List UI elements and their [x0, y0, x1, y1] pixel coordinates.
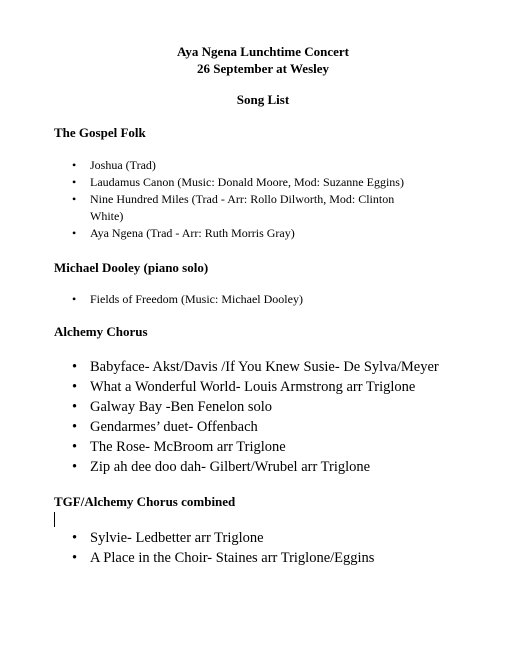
song-text: Joshua (Trad)	[90, 158, 156, 172]
song-list-tgf-alchemy-combined	[72, 528, 374, 568]
list-item	[72, 357, 439, 377]
list-item	[72, 191, 430, 225]
song-text: Gendarmes’ duet- Offenbach	[90, 419, 258, 435]
bullet-icon: •	[72, 292, 77, 306]
list-item	[72, 157, 430, 174]
song-text: Fields of Freedom (Music: Michael Dooley)	[90, 292, 303, 306]
song-text: Laudamus Canon (Music: Donald Moore, Mod: Suzanne Eggins)	[90, 175, 404, 189]
song-text: Babyface- Akst/Davis /If You Knew Susie- De Sylva/Meyer	[90, 359, 439, 375]
list-item	[72, 291, 303, 308]
list-item	[72, 377, 439, 397]
bullet-icon: •	[72, 399, 78, 415]
list-item	[72, 528, 374, 548]
bullet-icon: •	[72, 530, 78, 546]
document-subtitle: 26 September at Wesley	[196, 61, 330, 76]
song-text: Aya Ngena (Trad - Arr: Ruth Morris Gray)	[90, 226, 295, 240]
section-heading-alchemy-chorus: Alchemy Chorus	[54, 324, 148, 339]
song-text: Zip ah dee doo dah- Gilbert/Wrubel arr Triglone	[90, 459, 371, 475]
bullet-icon: •	[72, 158, 77, 172]
section-heading-tgf-alchemy-combined: TGF/Alchemy Chorus combined	[54, 494, 236, 509]
list-item	[72, 437, 439, 457]
song-list-gospel-folk	[72, 157, 430, 242]
song-text: The Rose- McBroom arr Triglone	[90, 439, 286, 455]
list-item	[72, 548, 374, 568]
song-text: A Place in the Choir- Staines arr Triglone/Eggins	[90, 550, 375, 566]
song-text: What a Wonderful World- Louis Armstrong arr Triglone	[90, 379, 416, 395]
section-heading-michael-dooley: Michael Dooley (piano solo)	[54, 260, 209, 275]
text-cursor[interactable]	[54, 512, 55, 527]
song-text: Galway Bay -Ben Fenelon solo	[90, 399, 273, 415]
bullet-icon: •	[72, 459, 78, 475]
document-title: Aya Ngena Lunchtime Concert	[177, 44, 349, 59]
list-item	[72, 174, 430, 191]
song-list-michael-dooley	[72, 291, 303, 308]
bullet-icon: •	[72, 226, 77, 240]
list-item	[72, 457, 439, 477]
section-heading-gospel-folk: The Gospel Folk	[54, 125, 146, 140]
list-item	[72, 225, 430, 242]
bullet-icon: •	[72, 419, 78, 435]
bullet-icon: •	[72, 192, 77, 206]
song-list-heading: Song List	[236, 92, 290, 107]
bullet-icon: •	[72, 379, 78, 395]
song-text: Sylvie- Ledbetter arr Triglone	[90, 530, 264, 546]
song-list-alchemy-chorus	[72, 357, 439, 477]
list-item	[72, 397, 439, 417]
bullet-icon: •	[72, 550, 78, 566]
bullet-icon: •	[72, 359, 78, 375]
list-item	[72, 417, 439, 437]
bullet-icon: •	[72, 439, 78, 455]
song-text: Nine Hundred Miles (Trad - Arr: Rollo Dilworth, Mod: Clinton White)	[90, 192, 395, 223]
bullet-icon: •	[72, 175, 77, 189]
